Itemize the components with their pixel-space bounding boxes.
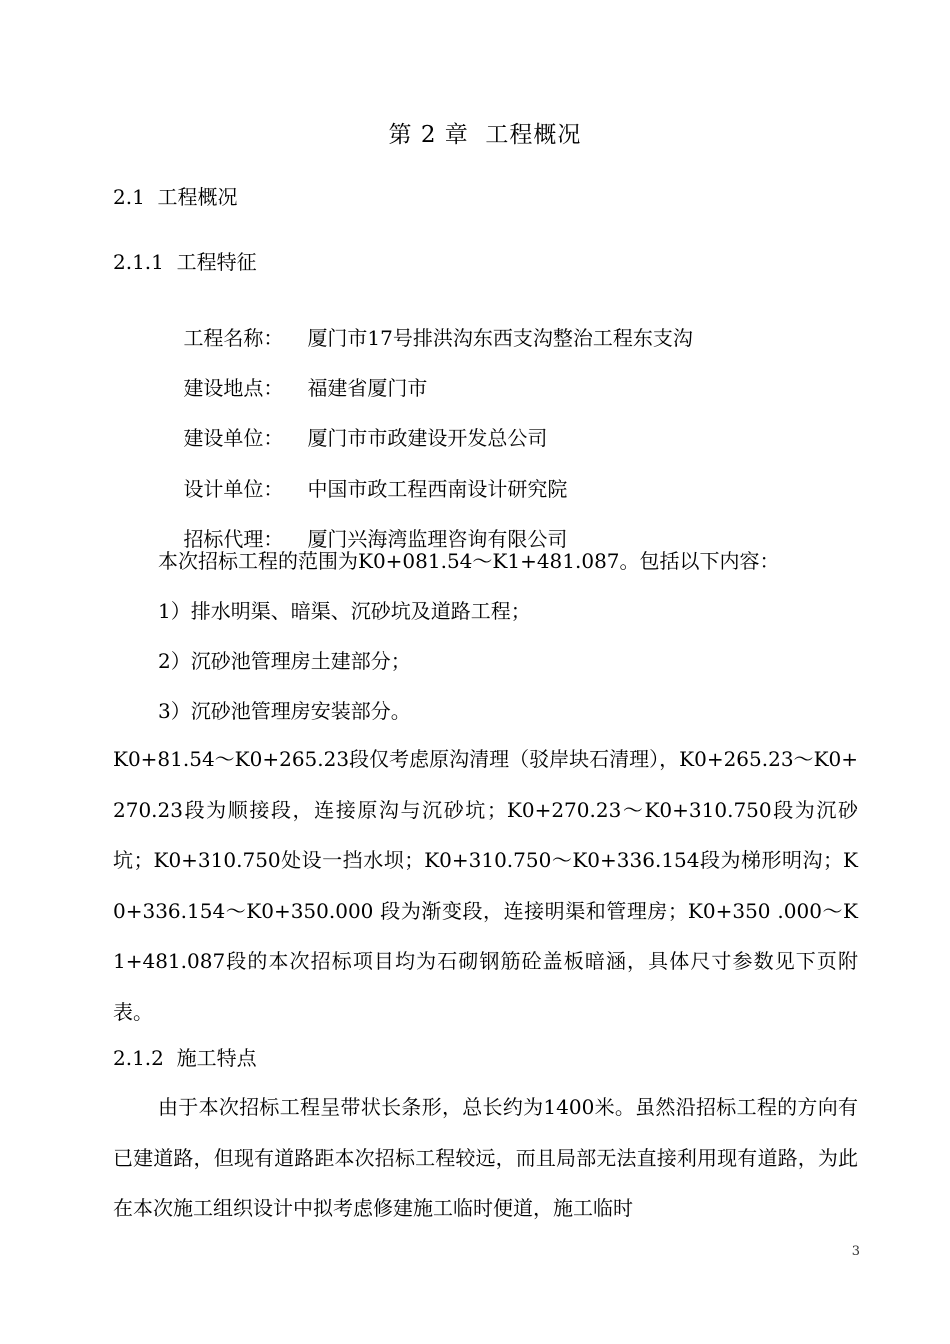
section-heading-2-1-2: 2.1.2 施工特点 <box>113 1046 257 1070</box>
field-value: 中国市政工程西南设计研究院 <box>307 477 568 501</box>
scope-item: 1）排水明渠、暗渠、沉砂坑及道路工程； <box>158 599 531 623</box>
scope-item: 2）沉砂池管理房土建部分； <box>158 649 411 673</box>
detail-paragraph: K0+81.54～K0+265.23段仅考虑原沟清理（驳岸块石清理），K0+265.23～K0+270.23段为顺接段，连接原沟与沉砂坑；K0+270.23～K0+310.750段为沉砂坑；K0+310.750处设一挡水坝；K0+310.750～K0+336.154段为梯形明沟；K0+336.154～K0+350.000 段为渐变段，连接明渠和管理房；K0+350 .000～K1+481.087段的本次招标项目均为石砌钢筋砼盖板暗涵，具体尺寸参数见下页附表。 <box>113 747 858 1024</box>
scope-intro: 本次招标工程的范围为K0+081.54～K1+481.087。包括以下内容： <box>158 549 780 573</box>
field-label: 建设地点： <box>183 376 284 400</box>
field-label: 设计单位： <box>183 477 284 501</box>
field-value: 福建省厦门市 <box>307 376 428 400</box>
chapter-title: 第 2 章 工程概况 <box>388 122 582 148</box>
field-value: 厦门兴海湾监理咨询有限公司 <box>307 527 568 551</box>
scope-item: 3）沉砂池管理房安装部分。 <box>158 699 411 723</box>
field-label: 招标代理： <box>183 527 284 551</box>
construction-paragraph: 由于本次招标工程呈带状长条形，总长约为1400米。虽然沿招标工程的方向有已建道路，但现有道路距本次招标工程较远，而且局部无法直接利用现有道路，为此在本次施工组织设计中拟考虑修建施工临时便道，施工临时 <box>113 1095 858 1220</box>
field-label: 建设单位： <box>183 426 284 450</box>
field-value: 厦门市17号排洪沟东西支沟整治工程东支沟 <box>307 326 693 350</box>
field-label: 工程名称： <box>183 326 284 350</box>
page-number: 3 <box>851 1244 860 1259</box>
field-value: 厦门市市政建设开发总公司 <box>307 426 548 450</box>
section-heading-2-1: 2.1 工程概况 <box>113 185 238 209</box>
section-heading-2-1-1: 2.1.1 工程特征 <box>113 250 257 274</box>
